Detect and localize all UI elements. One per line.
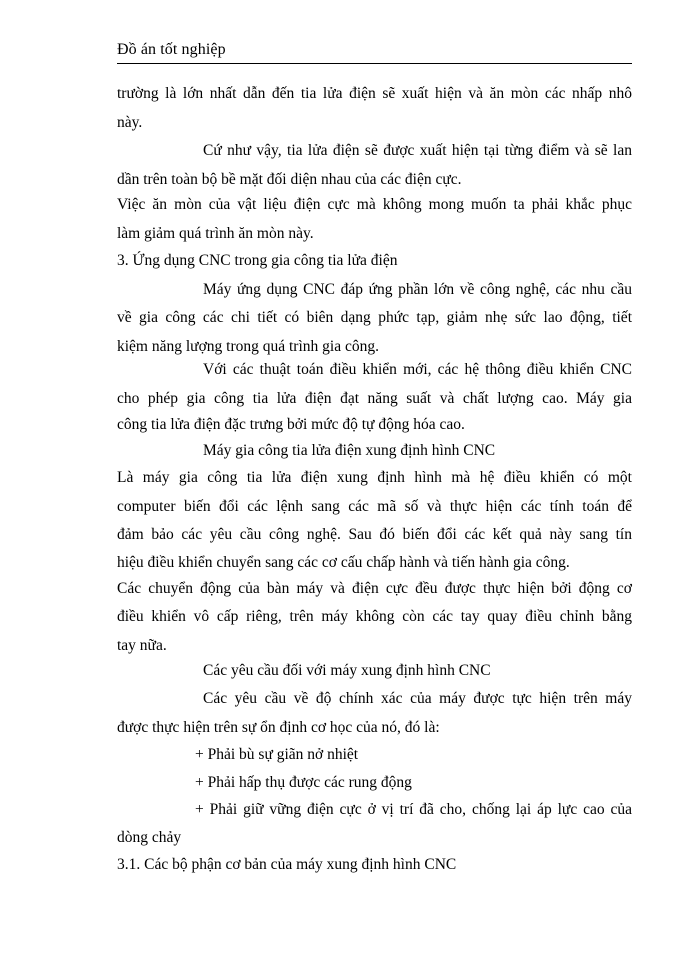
list-item: + Phải bù sự giãn nở nhiệt xyxy=(195,746,359,763)
header-rule xyxy=(117,63,632,64)
text-line: Các yêu cầu về độ chính xác của máy được tực hiện trên máy xyxy=(203,690,632,707)
list-item: + Phải giữ vững điện cực ở vị trí đã cho, chống lại áp lực cao của xyxy=(195,801,632,818)
section-heading: 3. Ứng dụng CNC trong gia công tia lửa điện xyxy=(117,252,398,269)
text-line: được thực hiện trên sự ổn định cơ học của nó, đó là: xyxy=(117,719,440,736)
text-line: Các chuyển động của bàn máy và điện cực đều được thực hiện bởi động cơ xyxy=(117,580,632,597)
text-line: cho phép gia công tia lửa điện đạt năng suất và chất lượng cao. Máy gia xyxy=(117,390,632,407)
text-line: Máy ứng dụng CNC đáp ứng phần lớn về công nghệ, các nhu cầu xyxy=(203,281,632,298)
list-item: + Phải hấp thụ được các rung động xyxy=(195,774,412,791)
text-line: tay nữa. xyxy=(117,637,167,654)
text-line: dần trên toàn bộ bề mặt đối diện nhau của các điện cực. xyxy=(117,171,462,188)
text-line: computer biến đổi các lệnh sang các mã số và thực hiện các tính toán để xyxy=(117,498,632,515)
page-header: Đồ án tốt nghiệp xyxy=(117,41,226,58)
text-line: công tia lửa điện đặc trưng bởi mức độ tự động hóa cao. xyxy=(117,416,465,433)
text-line: làm giảm quá trình ăn mòn này. xyxy=(117,225,314,242)
text-line: đảm bảo các yêu cầu công nghệ. Sau đó biến đổi các kết quả này sang tín xyxy=(117,526,632,543)
text-line: trường là lớn nhất dẫn đến tia lửa điện sẽ xuất hiện và ăn mòn các nhấp nhô xyxy=(117,85,632,102)
text-line: này. xyxy=(117,114,143,131)
text-line: Với các thuật toán điều khiển mới, các hệ thông điều khiển CNC xyxy=(203,361,632,378)
text-line: Là máy gia công tia lửa điện xung định hình mà hệ điều khiển có một xyxy=(117,469,632,486)
subheading: Các yêu cầu đối với máy xung định hình CNC xyxy=(203,662,491,679)
text-line: điều khiển vô cấp riêng, trên máy không còn các tay quay điều chỉnh bằng xyxy=(117,608,632,625)
text-line: dòng chảy xyxy=(117,829,182,846)
text-line: Cứ như vậy, tia lửa điện sẽ được xuất hiện tại từng điểm và sẽ lan xyxy=(203,142,632,159)
section-heading: 3.1. Các bộ phận cơ bản của máy xung định hình CNC xyxy=(117,856,457,873)
text-line: hiệu điều khiển chuyển sang các cơ cấu chấp hành và tiến hành gia công. xyxy=(117,554,570,571)
text-line: về gia công các chi tiết có biên dạng phức tạp, giảm nhẹ sức lao động, tiết xyxy=(117,309,632,326)
text-line: kiệm năng lượng trong quá trình gia công. xyxy=(117,338,379,355)
text-line: Việc ăn mòn của vật liệu điện cực mà không mong muốn ta phải khắc phục xyxy=(117,196,632,213)
subheading: Máy gia công tia lửa điện xung định hình CNC xyxy=(203,442,496,459)
